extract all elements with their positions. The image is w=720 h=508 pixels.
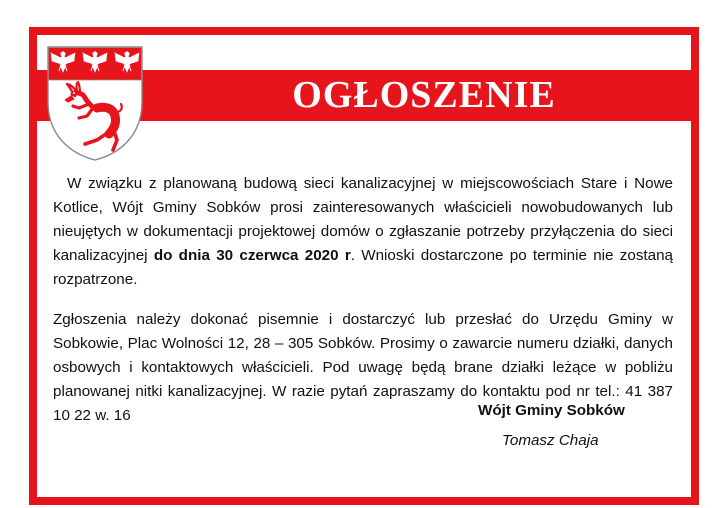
coat-of-arms-goat-icon [45,44,145,162]
notice-paragraph-1 [53,172,673,292]
paragraph-1-outro: . Wnioski dostarczone po terminie nie zostaną rozpatrzone. [53,247,673,288]
notice-content [53,172,673,428]
signature-title: Wójt Gminy Sobków [478,402,625,419]
deadline-date: do dnia 30 czerwca 2020 r [153,247,351,264]
notice-paragraph-2: Zgłoszenia należy dokonać pisemnie i dostarczyć lub przesłać do Urzędu Gminy w Sobkowie, Plac Wolności 12, 28 – 305 Sobków. Prosimy o zawarcie numeru działki, danych osbowych i kontaktowych właścicieli. Pod uwagę będą brane działki leżące w pobliżu planowanej nitki kanalizacyjnej. W razie pytań zapraszamy do kontaktu pod nr tel.: 41 387 10 22 w. 16 [53,311,673,424]
notice-title: OGŁOSZENIE [292,74,556,116]
paragraph-1-intro: W związku z planowaną budową sieci kanalizacyjnej w miejscowościach Stare i Nowe Kotlice, Wójt Gminy Sobków prosi zainteresowanych właścicieli nowobudowanych lub nieujętych w dokumentacji projektowej domów o zgłaszanie potrzeby przyłączenia do sieci kanalizacyjnej [53,175,673,264]
signature-name: Tomasz Chaja [502,432,599,449]
